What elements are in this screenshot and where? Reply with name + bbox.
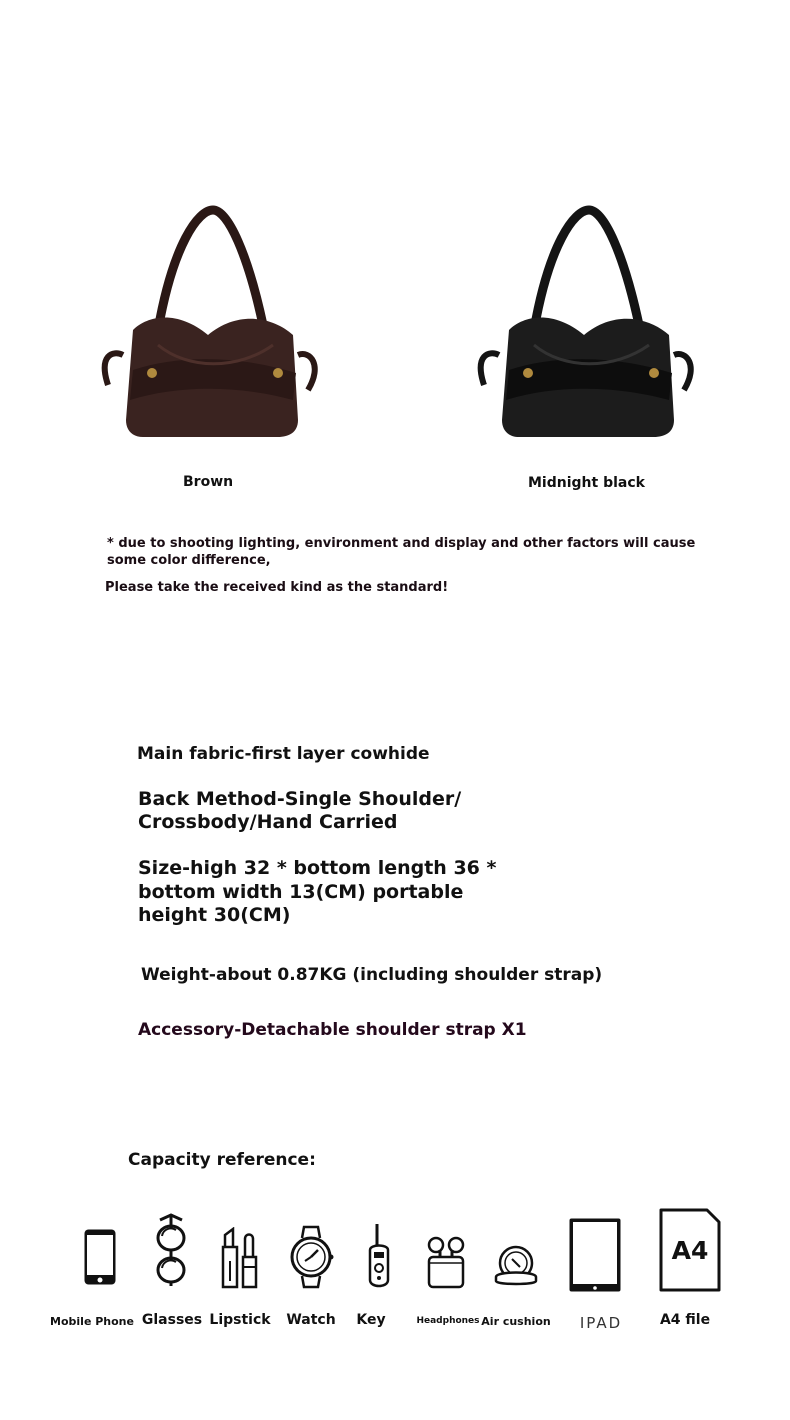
color-note-line-1: * due to shooting lighting, environment and display and other factors will cause <box>107 536 696 551</box>
color-label-brown: Brown <box>183 474 234 490</box>
phone-icon <box>83 1228 117 1286</box>
spec-size-line-1: Size-high 32 * bottom length 36 * <box>138 857 497 879</box>
watch-icon <box>290 1224 334 1290</box>
key-icon <box>366 1222 392 1290</box>
capacity-label-a4-file: A4 file <box>659 1312 711 1328</box>
capacity-label-glasses: Glasses <box>141 1312 203 1328</box>
black-bag-image <box>464 205 704 445</box>
capacity-label-air-cushion: Air cushion <box>481 1315 551 1328</box>
a4-file-icon <box>659 1208 721 1292</box>
spec-method-line-1: Back Method-Single Shoulder/ <box>138 788 462 810</box>
headphones-icon <box>425 1233 467 1289</box>
spec-size-line-2: bottom width 13(CM) portable <box>138 881 464 903</box>
brown-bag-image <box>88 205 328 445</box>
capacity-label-mobile-phone: Mobile Phone <box>50 1315 134 1328</box>
capacity-label-lipstick: Lipstick <box>209 1312 271 1328</box>
color-note-line-2: some color difference, <box>107 553 271 568</box>
spec-accessory: Accessory-Detachable shoulder strap X1 <box>138 1020 527 1040</box>
glasses-icon <box>154 1212 188 1288</box>
lipstick-icon <box>221 1227 259 1289</box>
capacity-label-key: Key <box>356 1312 386 1328</box>
spec-fabric: Main fabric-first layer cowhide <box>137 744 430 764</box>
color-label-black: Midnight black <box>528 475 645 491</box>
capacity-label-ipad: IPAD <box>579 1314 623 1332</box>
a4-file-icon-text: A4 <box>671 1236 709 1265</box>
capacity-title: Capacity reference: <box>128 1150 316 1170</box>
air-cushion-icon <box>493 1243 539 1289</box>
capacity-label-headphones: Headphones <box>416 1316 480 1326</box>
capacity-label-watch: Watch <box>286 1312 336 1328</box>
ipad-icon <box>568 1217 622 1293</box>
color-note-line-3: Please take the received kind as the standard! <box>105 580 449 595</box>
spec-method-line-2: Crossbody/Hand Carried <box>138 811 398 833</box>
spec-size-line-3: height 30(CM) <box>138 904 291 926</box>
spec-weight: Weight-about 0.87KG (including shoulder strap) <box>141 965 603 985</box>
